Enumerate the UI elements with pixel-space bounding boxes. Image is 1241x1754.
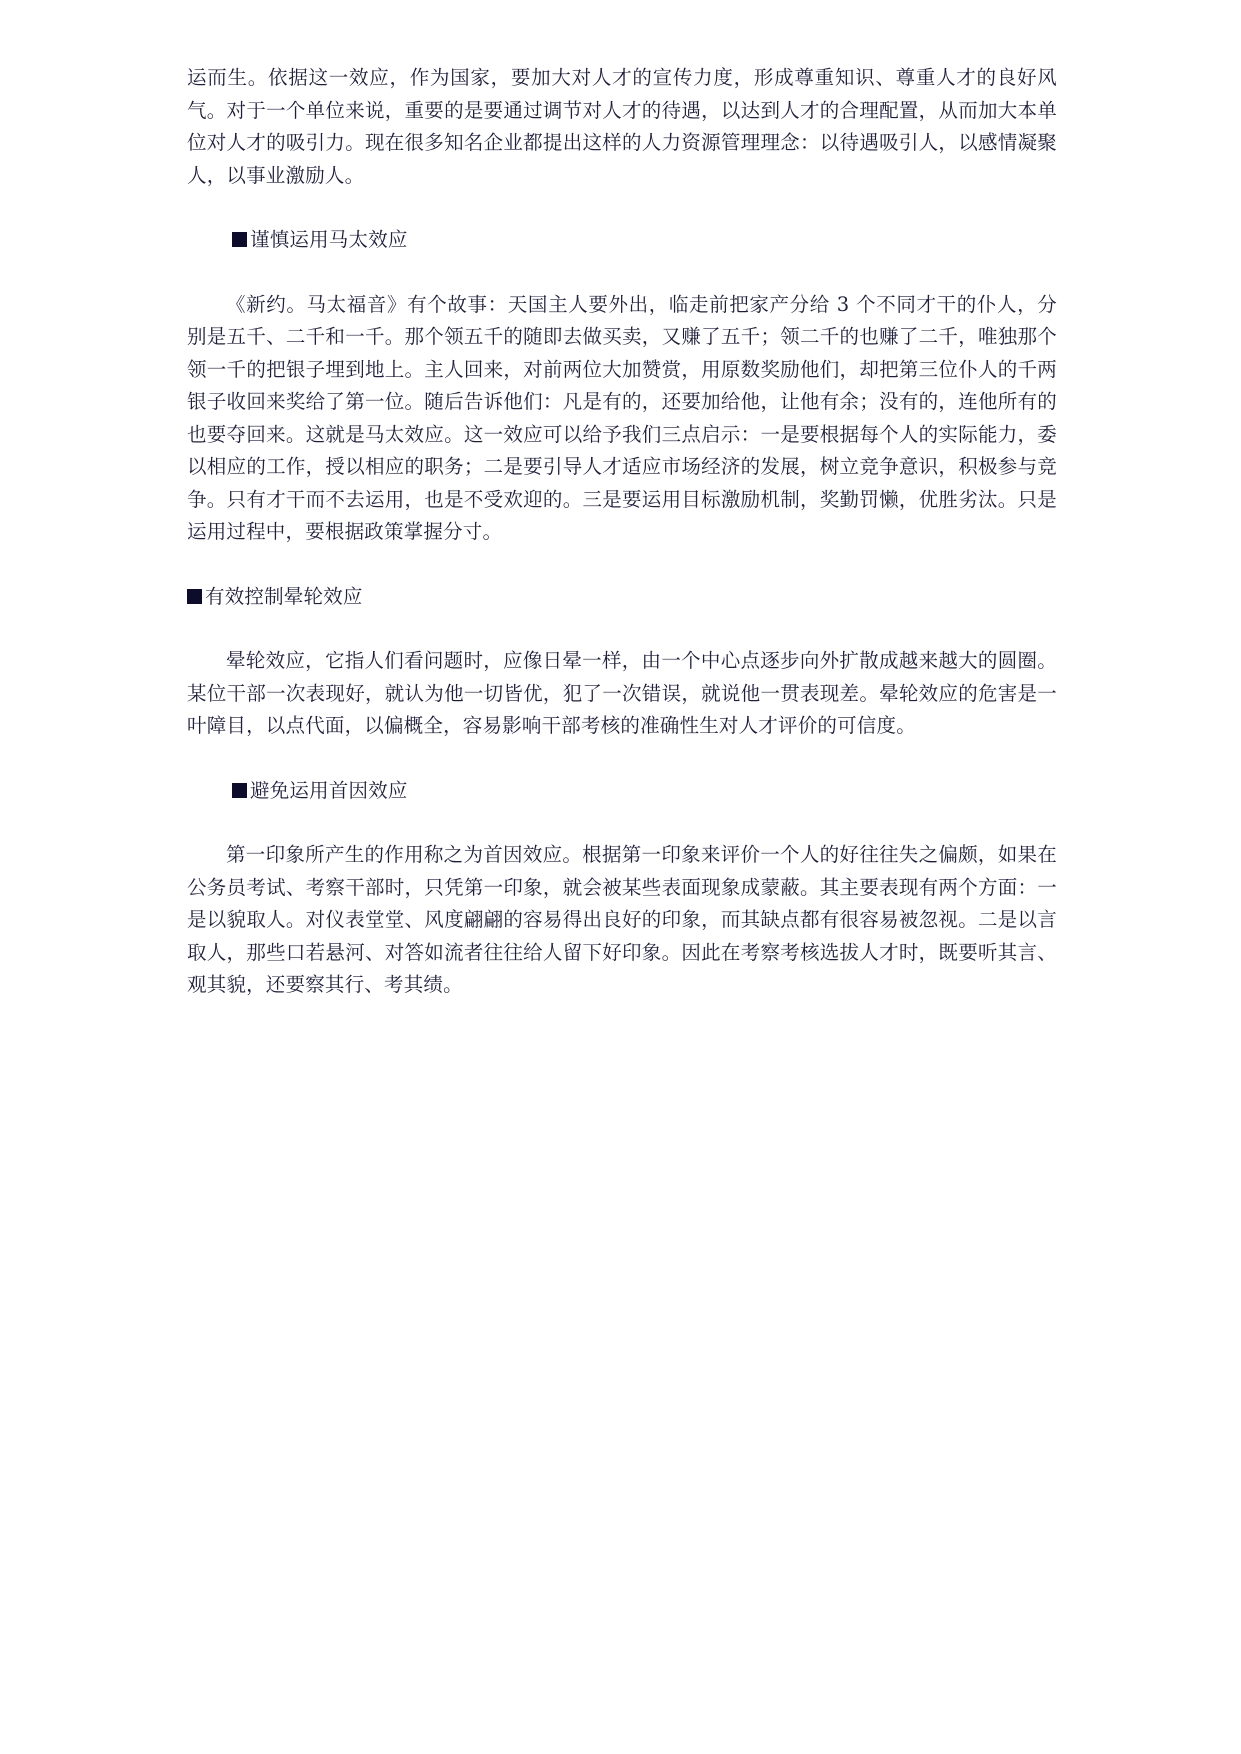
section-heading-matthew-effect bbox=[187, 224, 1057, 257]
paragraph-matthew-effect: 《新约。马太福音》有个故事：天国主人要外出，临走前把家产分给 3 个不同才干的仆人，分别是五千、二千和一千。那个领五千的随即去做买卖，又赚了五千；领二千的也赚了二千，唯独那个领一千的把银子埋到地上。主人回来，对前两位大加赞赏，用原数奖励他们，却把第三位仆人的千两银子收回来奖给了第一位。随后告诉他们：凡是有的，还要加给他，让他有余；没有的，连他所有的也要夺回来。这就是马太效应。这一效应可以给予我们三点启示：一是要根据每个人的实际能力，委以相应的工作，授以相应的职务；二是要引导人才适应市场经济的发展，树立竞争意识，积极参与竞争。只有才干而不去运用，也是不受欢迎的。三是要运用目标激励机制，奖勤罚懒，优胜劣汰。只是运用过程中，要根据政策掌握分寸。 bbox=[187, 292, 1057, 543]
black-square-bullet-icon bbox=[232, 232, 247, 247]
black-square-bullet-icon bbox=[187, 589, 202, 604]
paragraph-talent-policy: 运而生。依据这一效应，作为国家，要加大对人才的宣传力度，形成尊重知识、尊重人才的良好风气。对于一个单位来说，重要的是要通过调节对人才的待遇，以达到人才的合理配置，从而加大本单位对人才的吸引力。现在很多知名企业都提出这样的人力资源管理理念：以待遇吸引人，以感情凝聚人，以事业激励人。 bbox=[187, 66, 1057, 187]
spacer bbox=[187, 743, 1057, 775]
spacer bbox=[187, 192, 1057, 224]
document-body bbox=[187, 62, 1057, 1002]
section-heading-text: 谨慎运用马太效应 bbox=[250, 228, 408, 251]
section-heading-text: 有效控制晕轮效应 bbox=[205, 584, 363, 608]
spacer bbox=[187, 807, 1057, 839]
paragraph-primacy-effect: 第一印象所产生的作用称之为首因效应。根据第一印象来评价一个人的好往往失之偏颇，如果在公务员考试、考察干部时，只凭第一印象，就会被某些表面现象成蒙蔽。其主要表现有两个方面：一是以貌取人。对仪表堂堂、风度翩翩的容易得出良好的印象，而其缺点都有很容易被忽视。二是以言取人，那些口若悬河、对答如流者往往给人留下好印象。因此在考察考核选拔人才时，既要听其言、观其貌，还要察其行、考其绩。 bbox=[187, 843, 1057, 996]
spacer bbox=[187, 613, 1057, 645]
paragraph-halo-effect: 晕轮效应，它指人们看问题时，应像日晕一样，由一个中心点逐步向外扩散成越来越大的圆圈。某位干部一次表现好，就认为他一切皆优，犯了一次错误，就说他一贯表现差。晕轮效应的危害是一叶障目，以点代面，以偏概全，容易影响干部考核的准确性生对人才评价的可信度。 bbox=[187, 649, 1057, 737]
section-heading-halo-effect bbox=[187, 581, 1057, 614]
section-heading-text: 避免运用首因效应 bbox=[250, 778, 408, 802]
spacer bbox=[187, 257, 1057, 289]
section-heading-primacy-effect bbox=[187, 775, 1057, 808]
spacer bbox=[187, 549, 1057, 581]
black-square-bullet-icon bbox=[232, 783, 247, 798]
